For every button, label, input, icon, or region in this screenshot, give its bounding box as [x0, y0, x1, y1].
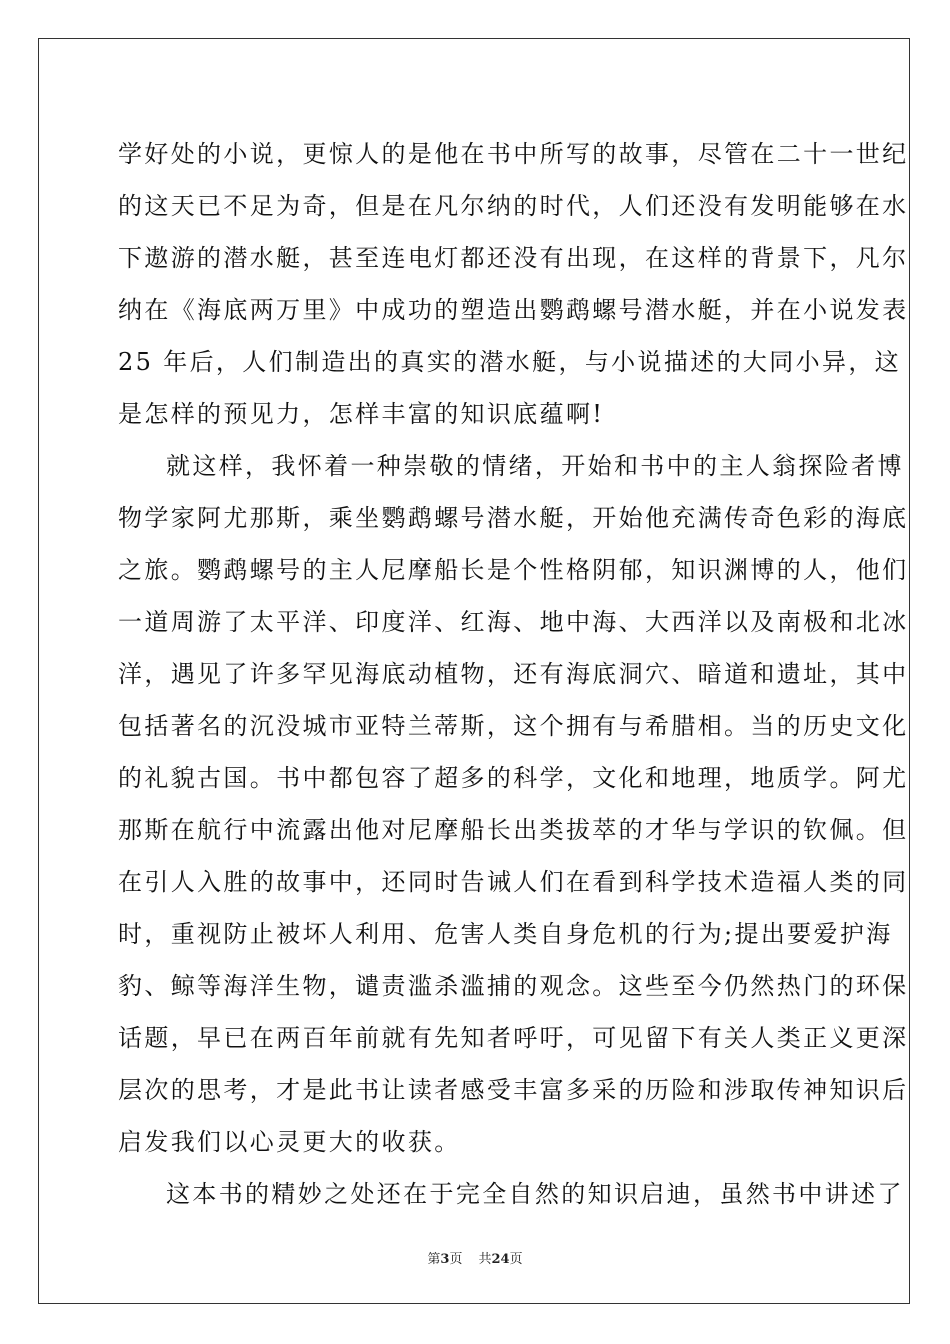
total-suffix: 页: [509, 1252, 523, 1267]
text-line: 洋，遇见了许多罕见海底动植物，还有海底洞穴、暗道和遗址，其中: [118, 660, 909, 688]
text-line: 时，重视防止被坏人利用、危害人类自身危机的行为;提出要爱护海: [118, 920, 893, 948]
paragraph-start-line: 就这样，我怀着一种崇敬的情绪，开始和书中的主人翁探险者博: [166, 452, 904, 480]
text-line: 包括著名的沉没城市亚特兰蒂斯，这个拥有与希腊相。当的历史文化: [118, 712, 909, 740]
text-line: 下遨游的潜水艇，甚至连电灯都还没有出现，在这样的背景下，凡尔: [118, 244, 909, 272]
text-line: 在引人入胜的故事中，还同时告诫人们在看到科学技术造福人类的同: [118, 868, 909, 896]
text-line: 的礼貌古国。书中都包容了超多的科学，文化和地理，地质学。阿尤: [118, 764, 909, 792]
text-line: 25 年后，人们制造出的真实的潜水艇，与小说描述的大同小异，这: [118, 348, 902, 376]
text-line: 一道周游了太平洋、印度洋、红海、地中海、大西洋以及南极和北冰: [118, 608, 909, 636]
text-line: 纳在《海底两万里》中成功的塑造出鹦鹉螺号潜水艇，并在小说发表: [118, 296, 909, 324]
text-line: 是怎样的预见力，怎样丰富的知识底蕴啊!: [118, 400, 605, 428]
paragraph-start-line: 这本书的精妙之处还在于完全自然的知识启迪，虽然书中讲述了: [166, 1180, 904, 1208]
total-pages: 24: [491, 1252, 510, 1267]
text-line: 层次的思考，才是此书让读者感受丰富多采的历险和涉取传神知识后: [118, 1076, 909, 1104]
text-line: 之旅。鹦鹉螺号的主人尼摩船长是个性格阴郁，知识渊博的人，他们: [118, 556, 909, 584]
text-line: 启发我们以心灵更大的收获。: [118, 1128, 461, 1156]
text-line: 豹、鲸等海洋生物，谴责滥杀滥捕的观念。这些至今仍然热门的环保: [118, 972, 909, 1000]
text-line: 那斯在航行中流露出他对尼摩船长出类拔萃的才华与学识的钦佩。但: [118, 816, 909, 844]
text-line: 的这天已不足为奇，但是在凡尔纳的时代，人们还没有发明能够在水: [118, 192, 909, 220]
page-prefix: 第: [427, 1252, 441, 1267]
text-line: 话题，早已在两百年前就有先知者呼吁，可见留下有关人类正义更深: [118, 1024, 909, 1052]
page-footer: [0, 1248, 950, 1267]
text-line: 学好处的小说，更惊人的是他在书中所写的故事，尽管在二十一世纪: [118, 140, 909, 168]
text-line: 物学家阿尤那斯，乘坐鹦鹉螺号潜水艇，开始他充满传奇色彩的海底: [118, 504, 909, 532]
page-number: 3: [440, 1252, 450, 1267]
page-suffix: 页: [449, 1252, 463, 1267]
total-prefix: 共: [478, 1252, 492, 1267]
